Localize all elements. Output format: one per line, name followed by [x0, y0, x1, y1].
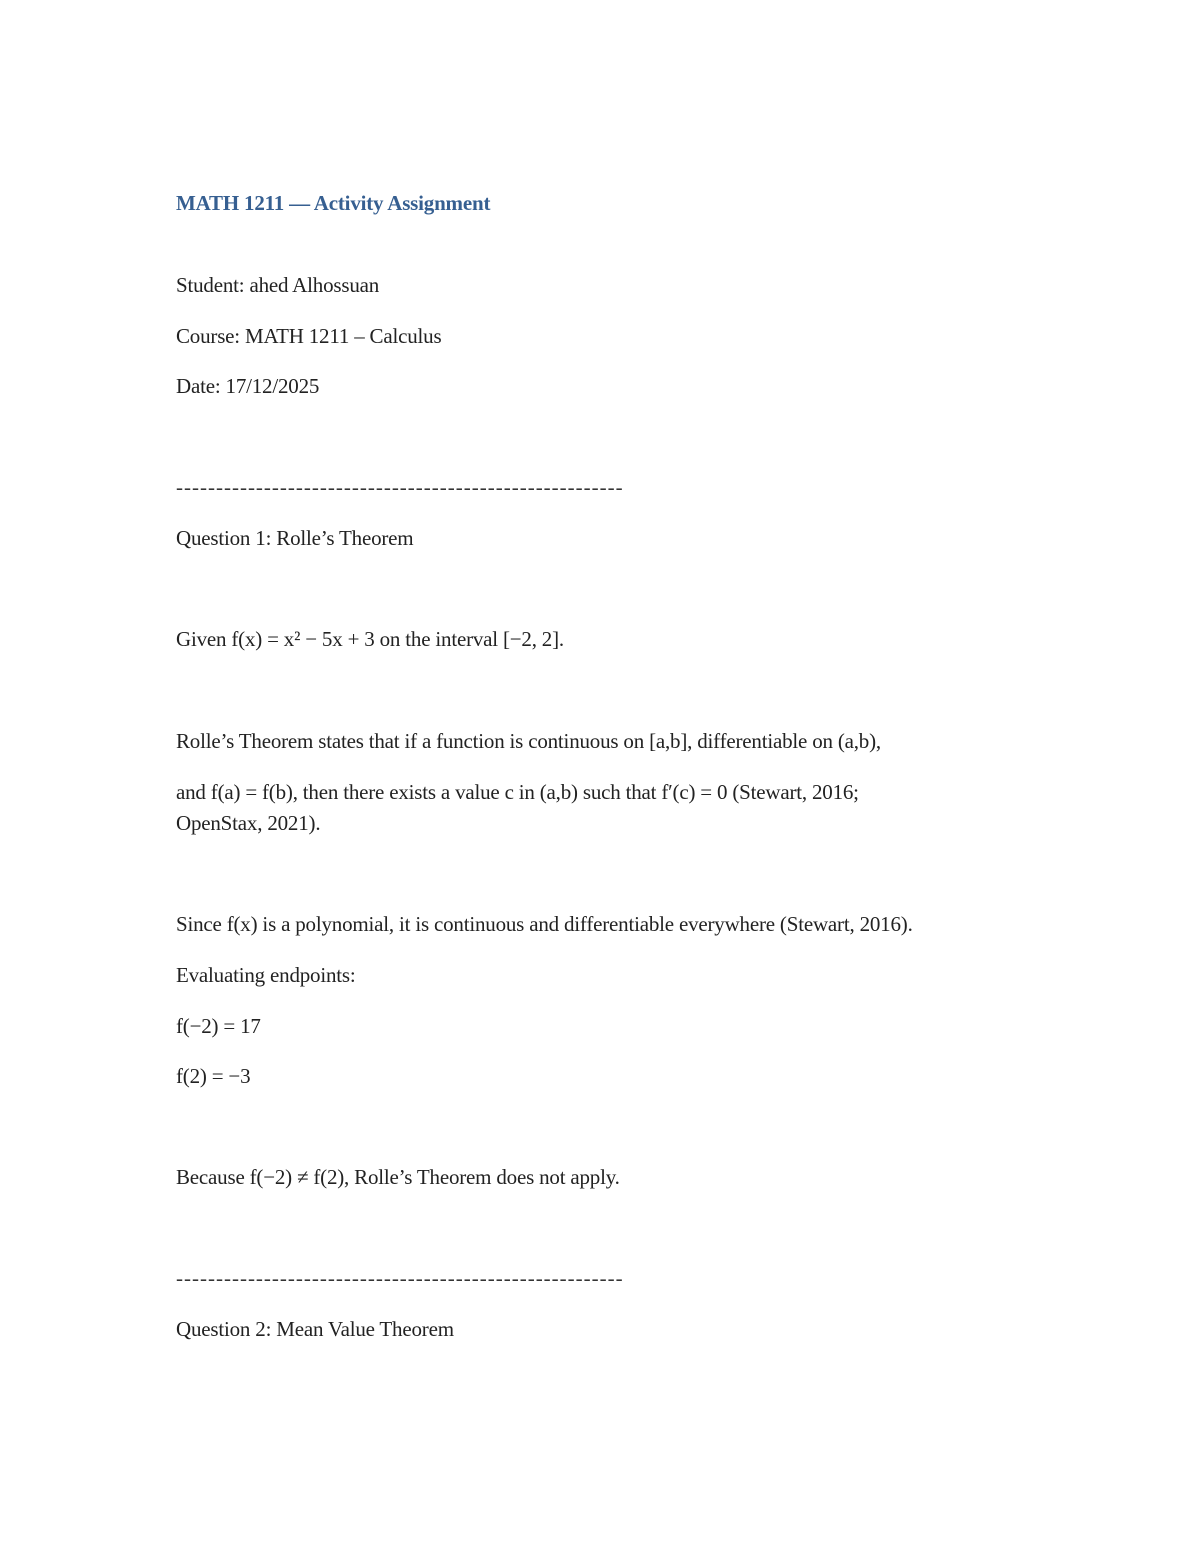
student-line: Student: ahed Alhossuan [176, 273, 380, 297]
f-neg2-value: f(−2) = 17 [176, 1014, 261, 1038]
question-1-given: Given f(x) = x² − 5x + 3 on the interval [−2, 2]. [176, 627, 564, 651]
question-2-heading: Question 2: Mean Value Theorem [176, 1317, 454, 1341]
rolle-statement-line-1: Rolle’s Theorem states that if a function is continuous on [a,b], differentiable on (a,b), [176, 729, 881, 753]
course-line: Course: MATH 1211 – Calculus [176, 324, 442, 348]
separator: -------------------------------------------------------- [176, 1266, 624, 1290]
evaluating-label: Evaluating endpoints: [176, 963, 356, 987]
polynomial-paragraph: Since f(x) is a polynomial, it is continuous and differentiable everywhere (Stewart, 2016). [176, 912, 913, 936]
rolle-statement-line-3: OpenStax, 2021). [176, 811, 321, 835]
document-title: MATH 1211 — Activity Assignment [176, 191, 491, 215]
question-1-heading: Question 1: Rolle’s Theorem [176, 526, 414, 550]
f-2-value: f(2) = −3 [176, 1064, 251, 1088]
separator: -------------------------------------------------------- [176, 475, 624, 499]
question-1-conclusion: Because f(−2) ≠ f(2), Rolle’s Theorem does not apply. [176, 1165, 620, 1189]
date-line: Date: 17/12/2025 [176, 374, 320, 398]
rolle-statement-line-2: and f(a) = f(b), then there exists a value c in (a,b) such that f′(c) = 0 (Stewart, 2016; [176, 780, 859, 804]
